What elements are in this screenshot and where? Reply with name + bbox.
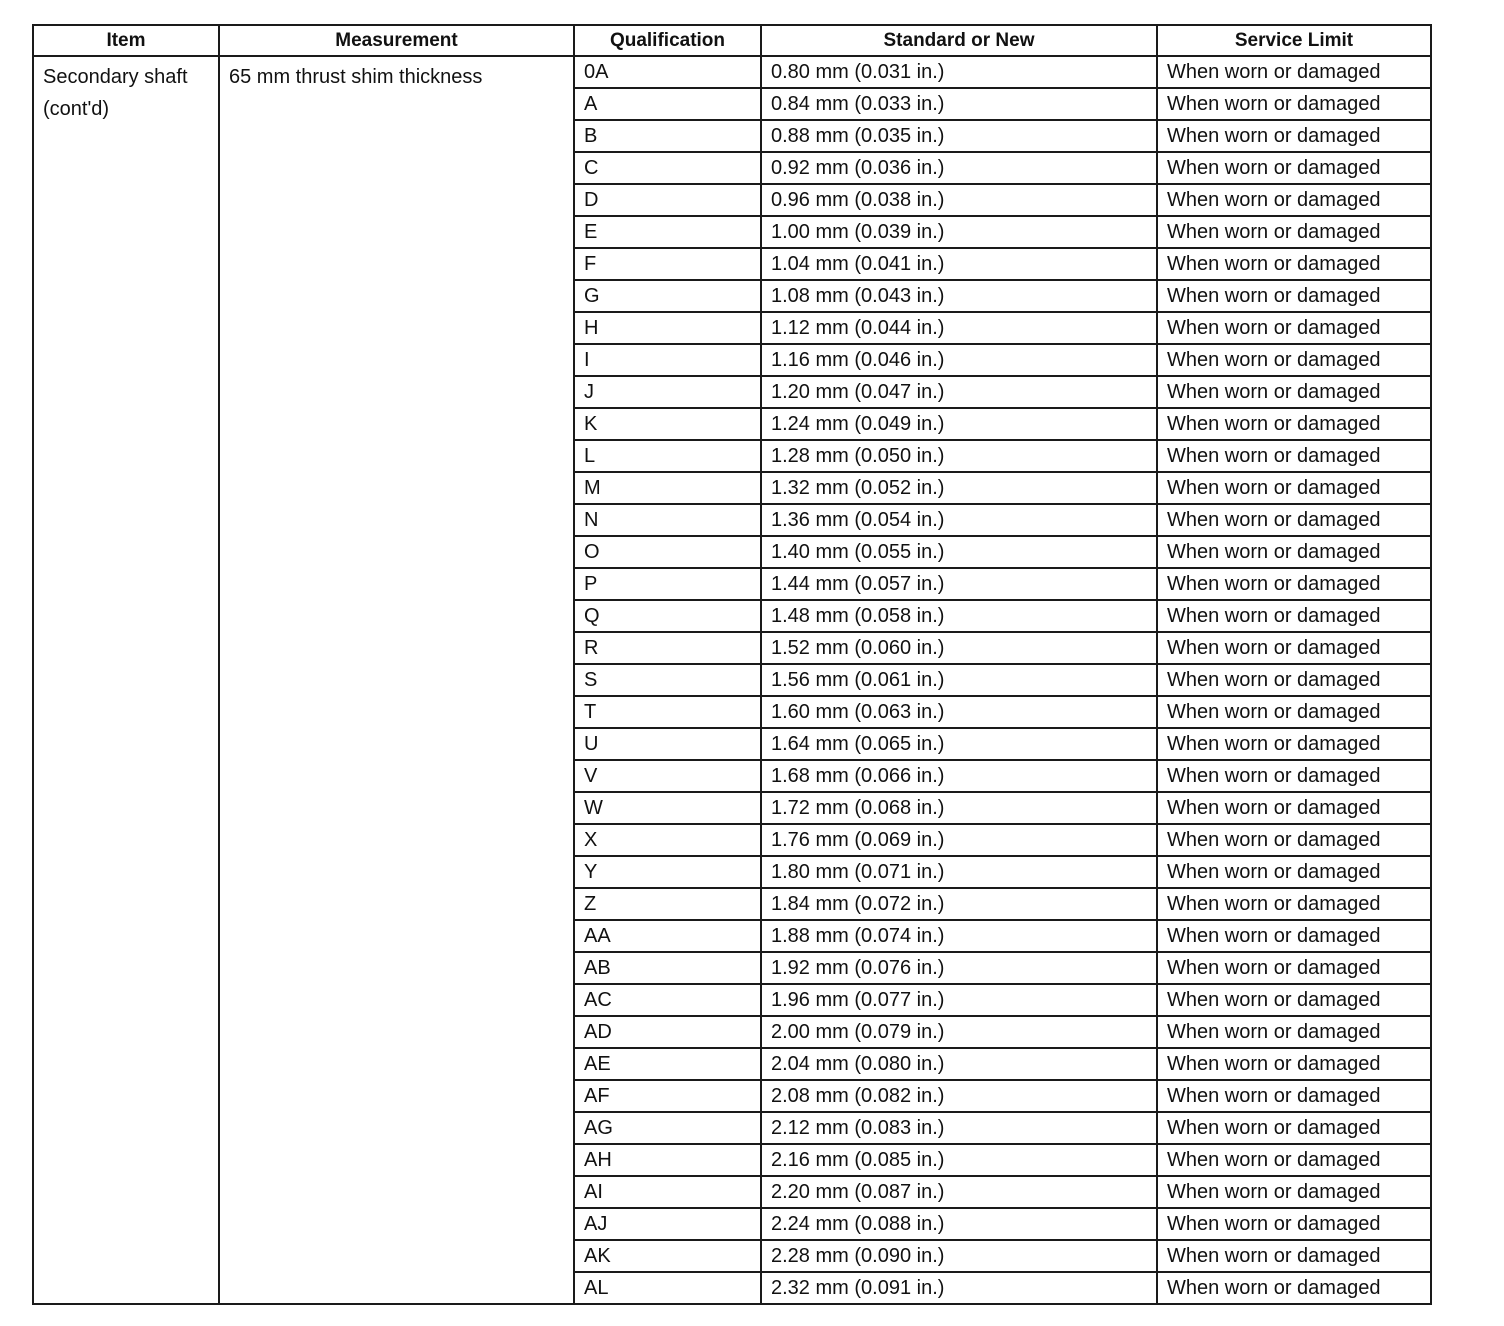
qualification-cell: S <box>574 664 761 696</box>
service-limit-cell: When worn or damaged <box>1157 1080 1431 1112</box>
qualification-cell: AD <box>574 1016 761 1048</box>
qualification-cell: AI <box>574 1176 761 1208</box>
qualification-cell: AL <box>574 1272 761 1304</box>
service-limit-cell: When worn or damaged <box>1157 1176 1431 1208</box>
item-cell <box>33 56 219 1304</box>
service-limit-cell: When worn or damaged <box>1157 1208 1431 1240</box>
qualification-cell: O <box>574 536 761 568</box>
standard-cell: 1.72 mm (0.068 in.) <box>761 792 1157 824</box>
standard-cell: 2.00 mm (0.079 in.) <box>761 1016 1157 1048</box>
qualification-cell: A <box>574 88 761 120</box>
standard-cell: 2.12 mm (0.083 in.) <box>761 1112 1157 1144</box>
standard-cell: 0.88 mm (0.035 in.) <box>761 120 1157 152</box>
standard-cell: 1.48 mm (0.058 in.) <box>761 600 1157 632</box>
standard-cell: 1.08 mm (0.043 in.) <box>761 280 1157 312</box>
standard-cell: 1.52 mm (0.060 in.) <box>761 632 1157 664</box>
qualification-cell: D <box>574 184 761 216</box>
qualification-cell: I <box>574 344 761 376</box>
service-limit-cell: When worn or damaged <box>1157 1144 1431 1176</box>
service-limit-cell: When worn or damaged <box>1157 344 1431 376</box>
service-limit-cell: When worn or damaged <box>1157 56 1431 88</box>
service-limit-cell: When worn or damaged <box>1157 888 1431 920</box>
qualification-cell: K <box>574 408 761 440</box>
qualification-cell: AK <box>574 1240 761 1272</box>
qualification-cell: AF <box>574 1080 761 1112</box>
qualification-cell: E <box>574 216 761 248</box>
standard-cell: 1.60 mm (0.063 in.) <box>761 696 1157 728</box>
service-limit-cell: When worn or damaged <box>1157 536 1431 568</box>
standard-cell: 2.16 mm (0.085 in.) <box>761 1144 1157 1176</box>
standard-cell: 1.24 mm (0.049 in.) <box>761 408 1157 440</box>
qualification-cell: AC <box>574 984 761 1016</box>
standard-cell: 1.44 mm (0.057 in.) <box>761 568 1157 600</box>
standard-cell: 1.96 mm (0.077 in.) <box>761 984 1157 1016</box>
service-limit-cell: When worn or damaged <box>1157 1048 1431 1080</box>
header-service-limit: Service Limit <box>1157 25 1431 56</box>
qualification-cell: R <box>574 632 761 664</box>
header-qualification: Qualification <box>574 25 761 56</box>
qualification-cell: AH <box>574 1144 761 1176</box>
standard-cell: 1.92 mm (0.076 in.) <box>761 952 1157 984</box>
qualification-cell: G <box>574 280 761 312</box>
service-limit-cell: When worn or damaged <box>1157 248 1431 280</box>
service-limit-cell: When worn or damaged <box>1157 504 1431 536</box>
standard-cell: 1.36 mm (0.054 in.) <box>761 504 1157 536</box>
header-standard: Standard or New <box>761 25 1157 56</box>
header-item: Item <box>33 25 219 56</box>
service-limit-cell: When worn or damaged <box>1157 184 1431 216</box>
service-limit-cell: When worn or damaged <box>1157 952 1431 984</box>
qualification-cell: N <box>574 504 761 536</box>
service-limit-cell: When worn or damaged <box>1157 984 1431 1016</box>
service-limit-cell: When worn or damaged <box>1157 1272 1431 1304</box>
standard-cell: 1.00 mm (0.039 in.) <box>761 216 1157 248</box>
service-limit-cell: When worn or damaged <box>1157 88 1431 120</box>
header-row <box>33 25 1431 56</box>
qualification-cell: C <box>574 152 761 184</box>
table-body <box>33 56 1431 1304</box>
service-limit-cell: When worn or damaged <box>1157 1016 1431 1048</box>
standard-cell: 1.84 mm (0.072 in.) <box>761 888 1157 920</box>
qualification-cell: AG <box>574 1112 761 1144</box>
standard-cell: 1.64 mm (0.065 in.) <box>761 728 1157 760</box>
standard-cell: 1.32 mm (0.052 in.) <box>761 472 1157 504</box>
qualification-cell: Y <box>574 856 761 888</box>
qualification-cell: B <box>574 120 761 152</box>
measurement-cell: 65 mm thrust shim thickness <box>219 56 574 1304</box>
standard-cell: 2.32 mm (0.091 in.) <box>761 1272 1157 1304</box>
standard-cell: 1.88 mm (0.074 in.) <box>761 920 1157 952</box>
qualification-cell: Z <box>574 888 761 920</box>
service-limit-cell: When worn or damaged <box>1157 920 1431 952</box>
item-note: (cont'd) <box>43 98 110 120</box>
qualification-cell: AE <box>574 1048 761 1080</box>
qualification-cell: W <box>574 792 761 824</box>
standard-cell: 1.68 mm (0.066 in.) <box>761 760 1157 792</box>
spec-table <box>32 24 1432 1305</box>
qualification-cell: AA <box>574 920 761 952</box>
qualification-cell: AJ <box>574 1208 761 1240</box>
qualification-cell: F <box>574 248 761 280</box>
service-limit-cell: When worn or damaged <box>1157 1112 1431 1144</box>
qualification-cell: P <box>574 568 761 600</box>
header-measurement: Measurement <box>219 25 574 56</box>
standard-cell: 1.40 mm (0.055 in.) <box>761 536 1157 568</box>
service-limit-cell: When worn or damaged <box>1157 408 1431 440</box>
service-limit-cell: When worn or damaged <box>1157 696 1431 728</box>
standard-cell: 0.92 mm (0.036 in.) <box>761 152 1157 184</box>
service-limit-cell: When worn or damaged <box>1157 472 1431 504</box>
standard-cell: 0.96 mm (0.038 in.) <box>761 184 1157 216</box>
standard-cell: 1.04 mm (0.041 in.) <box>761 248 1157 280</box>
standard-cell: 0.84 mm (0.033 in.) <box>761 88 1157 120</box>
standard-cell: 2.20 mm (0.087 in.) <box>761 1176 1157 1208</box>
service-limit-cell: When worn or damaged <box>1157 664 1431 696</box>
qualification-cell: V <box>574 760 761 792</box>
standard-cell: 1.80 mm (0.071 in.) <box>761 856 1157 888</box>
qualification-cell: H <box>574 312 761 344</box>
standard-cell: 1.28 mm (0.050 in.) <box>761 440 1157 472</box>
service-limit-cell: When worn or damaged <box>1157 312 1431 344</box>
qualification-cell: Q <box>574 600 761 632</box>
service-limit-cell: When worn or damaged <box>1157 728 1431 760</box>
qualification-cell: U <box>574 728 761 760</box>
service-limit-cell: When worn or damaged <box>1157 600 1431 632</box>
table-row <box>33 56 1431 88</box>
standard-cell: 2.04 mm (0.080 in.) <box>761 1048 1157 1080</box>
service-limit-cell: When worn or damaged <box>1157 568 1431 600</box>
table-header <box>33 25 1431 56</box>
service-limit-cell: When worn or damaged <box>1157 1240 1431 1272</box>
qualification-cell: M <box>574 472 761 504</box>
service-limit-cell: When worn or damaged <box>1157 280 1431 312</box>
standard-cell: 2.24 mm (0.088 in.) <box>761 1208 1157 1240</box>
qualification-cell: X <box>574 824 761 856</box>
qualification-cell: J <box>574 376 761 408</box>
standard-cell: 1.16 mm (0.046 in.) <box>761 344 1157 376</box>
qualification-cell: 0A <box>574 56 761 88</box>
service-limit-cell: When worn or damaged <box>1157 120 1431 152</box>
standard-cell: 1.12 mm (0.044 in.) <box>761 312 1157 344</box>
service-limit-cell: When worn or damaged <box>1157 440 1431 472</box>
service-limit-cell: When worn or damaged <box>1157 152 1431 184</box>
service-limit-cell: When worn or damaged <box>1157 760 1431 792</box>
standard-cell: 1.76 mm (0.069 in.) <box>761 824 1157 856</box>
qualification-cell: T <box>574 696 761 728</box>
service-limit-cell: When worn or damaged <box>1157 632 1431 664</box>
standard-cell: 2.08 mm (0.082 in.) <box>761 1080 1157 1112</box>
service-limit-cell: When worn or damaged <box>1157 792 1431 824</box>
item-name: Secondary shaft <box>43 66 188 88</box>
qualification-cell: AB <box>574 952 761 984</box>
standard-cell: 1.20 mm (0.047 in.) <box>761 376 1157 408</box>
standard-cell: 1.56 mm (0.061 in.) <box>761 664 1157 696</box>
service-limit-cell: When worn or damaged <box>1157 824 1431 856</box>
standard-cell: 2.28 mm (0.090 in.) <box>761 1240 1157 1272</box>
standard-cell: 0.80 mm (0.031 in.) <box>761 56 1157 88</box>
service-limit-cell: When worn or damaged <box>1157 216 1431 248</box>
service-limit-cell: When worn or damaged <box>1157 856 1431 888</box>
qualification-cell: L <box>574 440 761 472</box>
service-limit-cell: When worn or damaged <box>1157 376 1431 408</box>
